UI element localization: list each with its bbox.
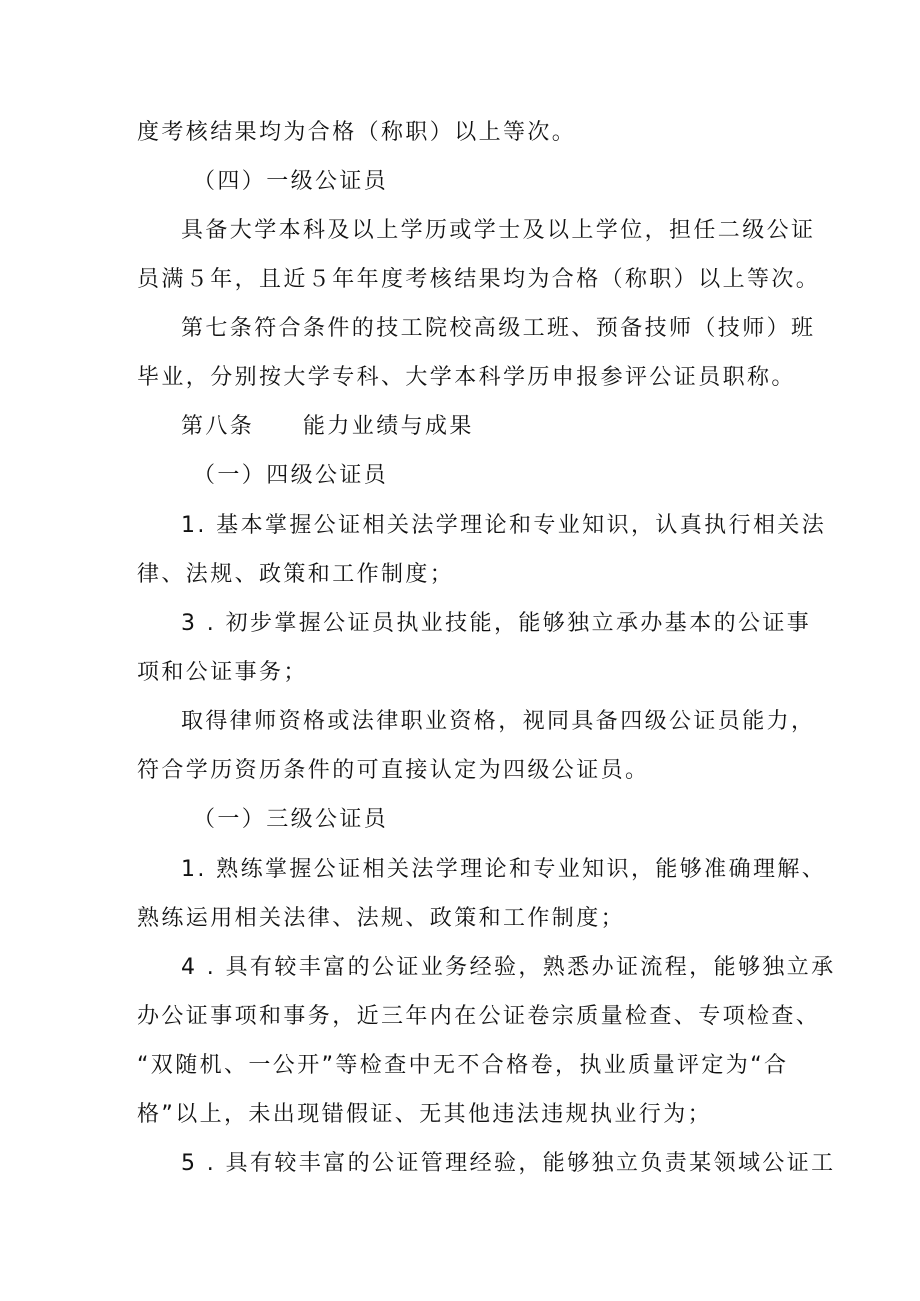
text-line: 律、法规、政策和工作制度； xyxy=(137,562,455,587)
text-line: 1. 熟练掌握公证相关法学理论和专业知识，能够准确理解、 xyxy=(181,857,827,882)
text-line: 毕业，分别按大学专科、大学本科学历申报参评公证员职称。 xyxy=(137,365,796,390)
text-line: 格”以上，未出现错假证、无其他违法违规执业行为； xyxy=(137,1102,712,1127)
text-line: 员满５年，且近５年年度考核结果均为合格（称职）以上等次。 xyxy=(137,267,821,292)
section-heading-level-3: （一）三级公证员 xyxy=(193,807,389,832)
text-line: 熟练运用相关法律、法规、政策和工作制度； xyxy=(137,906,626,931)
text-line: “双随机、一公开”等检查中无不合格卷，执业质量评定为“合 xyxy=(137,1053,789,1078)
text-line: 办公证事项和事务，近三年内在公证卷宗质量检查、专项检查、 xyxy=(137,1004,821,1029)
text-line: 5 . 具有较丰富的公证管理经验，能够独立负责某领域公证工 xyxy=(181,1151,836,1176)
article-8-heading: 第八条 能力业绩与成果 xyxy=(181,414,474,439)
text-line: 度考核结果均为合格（称职）以上等次。 xyxy=(137,120,577,145)
text-line: 项和公证事务； xyxy=(137,660,308,685)
section-heading-level-1: （四）一级公证员 xyxy=(193,169,389,194)
article-7-line: 第七条符合条件的技工院校高级工班、预备技师（技师）班 xyxy=(181,316,816,341)
text-line: 4 . 具有较丰富的公证业务经验，熟悉办证流程，能够独立承 xyxy=(181,955,836,980)
text-line: 符合学历资历条件的可直接认定为四级公证员。 xyxy=(137,758,650,783)
text-line: 取得律师资格或法律职业资格，视同具备四级公证员能力， xyxy=(181,709,816,734)
text-line: 3 . 初步掌握公证员执业技能，能够独立承办基本的公证事 xyxy=(181,611,812,636)
section-heading-level-4: （一）四级公证员 xyxy=(193,463,389,488)
text-line: 1. 基本掌握公证相关法学理论和专业知识，认真执行相关法 xyxy=(181,513,827,538)
text-line: 具备大学本科及以上学历或学士及以上学位，担任二级公证 xyxy=(181,218,816,243)
